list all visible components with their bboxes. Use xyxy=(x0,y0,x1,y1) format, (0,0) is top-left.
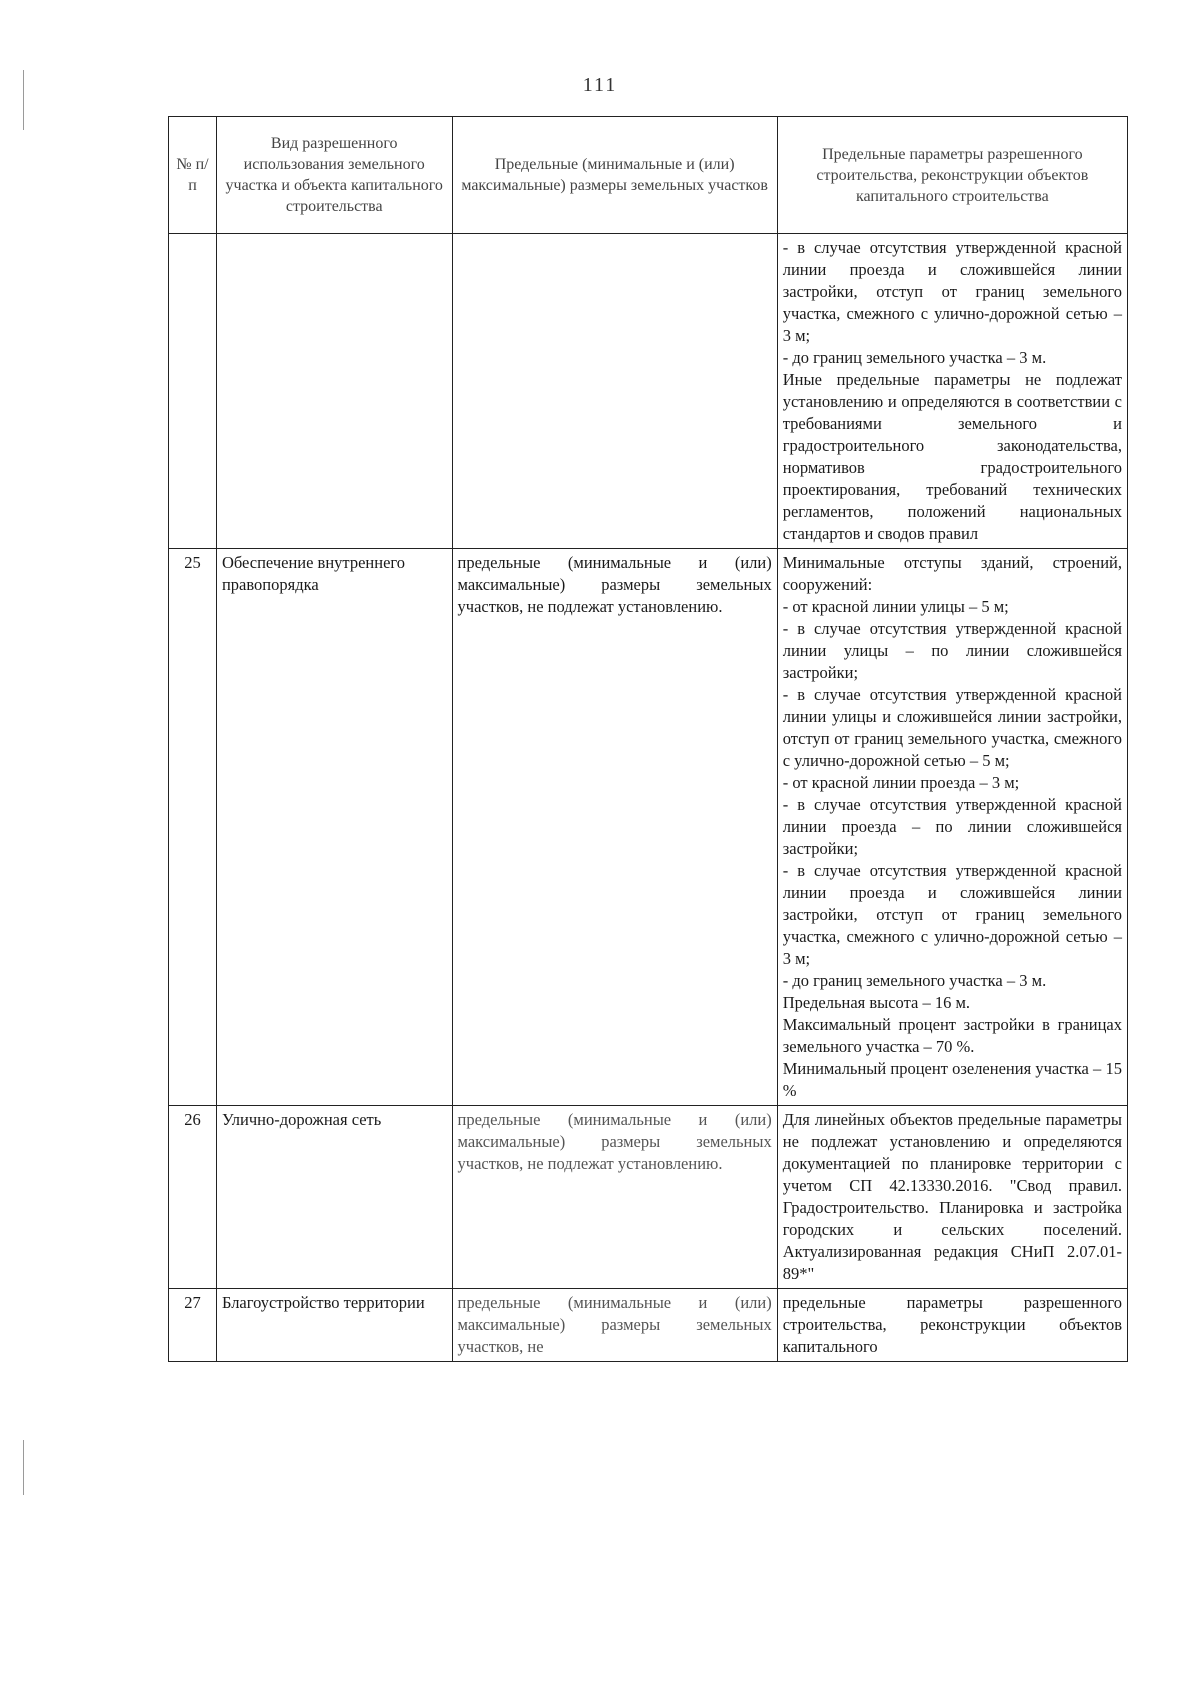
table-header-row xyxy=(169,117,1128,234)
cell-plot-size: предельные (минимальные и (или) максимальные) размеры земельных участков, не подлежат установлению. xyxy=(452,1106,777,1289)
cell-use-type xyxy=(216,234,452,549)
cell-num: 27 xyxy=(169,1289,217,1362)
left-margin-mark-bottom xyxy=(23,1440,24,1495)
cell-use-type: Благоустройство территории xyxy=(216,1289,452,1362)
param-line: - до границ земельного участка – 3 м. xyxy=(782,971,1047,990)
param-line: - до границ земельного участка – 3 м. xyxy=(782,348,1047,367)
header-num: № п/п xyxy=(169,117,217,234)
table-row-27 xyxy=(169,1289,1128,1362)
cell-num xyxy=(169,234,217,549)
param-line: Предельная высота – 16 м. xyxy=(782,993,971,1012)
param-line: - от красной линии проезда – 3 м; xyxy=(782,773,1020,792)
header-build-params: Предельные параметры разрешенного строительства, реконструкции объектов капитального строительства xyxy=(777,117,1127,234)
cell-params xyxy=(777,549,1127,1106)
cell-params xyxy=(777,1289,1127,1362)
cell-plot-size: предельные (минимальные и (или) максимальные) размеры земельных участков, не xyxy=(452,1289,777,1362)
cell-use-type: Обеспечение внутреннего правопорядка xyxy=(216,549,452,1106)
param-line: Минимальные отступы зданий, строений, сооружений: xyxy=(782,553,1122,594)
regulations-table xyxy=(168,116,1128,1362)
cell-params xyxy=(777,234,1127,549)
cell-params xyxy=(777,1106,1127,1289)
table-row-26 xyxy=(169,1106,1128,1289)
param-line: - в случае отсутствия утвержденной красной линии проезда и сложившейся линии застройки, отступ от границ земельного участка, смежного с улично-дорожной сетью – 3 м; xyxy=(782,238,1122,345)
param-line: - в случае отсутствия утвержденной красной линии проезда и сложившейся линии застройки, отступ от границ земельного участка, смежного с улично-дорожной сетью – 3 м; xyxy=(782,861,1122,968)
cell-plot-size: предельные (минимальные и (или) максимальные) размеры земельных участков, не подлежат установлению. xyxy=(452,549,777,1106)
param-line: - в случае отсутствия утвержденной красной линии улицы и сложившейся линии застройки, отступ от границ земельного участка, смежного с улично-дорожной сетью – 5 м; xyxy=(782,685,1122,770)
param-line: Для линейных объектов предельные параметры не подлежат установлению и определяются документацией по планировке территории с учетом СП 42.13330.2016. "Свод правил. Градостроительство. Планировка и застройка городских и сельских поселений. Актуализированная редакция СНиП 2.07.01-89*" xyxy=(782,1110,1122,1283)
param-line: Максимальный процент застройки в границах земельного участка – 70 %. xyxy=(782,1015,1122,1056)
param-line: - от красной линии улицы – 5 м; xyxy=(782,597,1009,616)
page-number: 111 xyxy=(582,74,618,96)
param-line: Иные предельные параметры не подлежат установлению и определяются в соответствии с требованиями земельного и градостроительного законодательства, нормативов градостроительного проектирования, требований технических регламентов, положений национальных стандартов и сводов правил xyxy=(782,370,1122,543)
cell-plot-size xyxy=(452,234,777,549)
table-row-25 xyxy=(169,549,1128,1106)
cell-num: 25 xyxy=(169,549,217,1106)
param-line: предельные параметры разрешенного строительства, реконструкции объектов капитального xyxy=(782,1293,1122,1356)
header-use-type: Вид разрешенного использования земельного участка и объекта капитального строительства xyxy=(216,117,452,234)
cell-use-type: Улично-дорожная сеть xyxy=(216,1106,452,1289)
param-line: Минимальный процент озеленения участка – 15 % xyxy=(782,1059,1122,1100)
table-row-continuation xyxy=(169,234,1128,549)
param-line: - в случае отсутствия утвержденной красной линии улицы – по линии сложившейся застройки; xyxy=(782,619,1122,682)
param-line: - в случае отсутствия утвержденной красной линии проезда – по линии сложившейся застройки; xyxy=(782,795,1122,858)
header-plot-size: Предельные (минимальные и (или) максимальные) размеры земельных участков xyxy=(452,117,777,234)
cell-num: 26 xyxy=(169,1106,217,1289)
